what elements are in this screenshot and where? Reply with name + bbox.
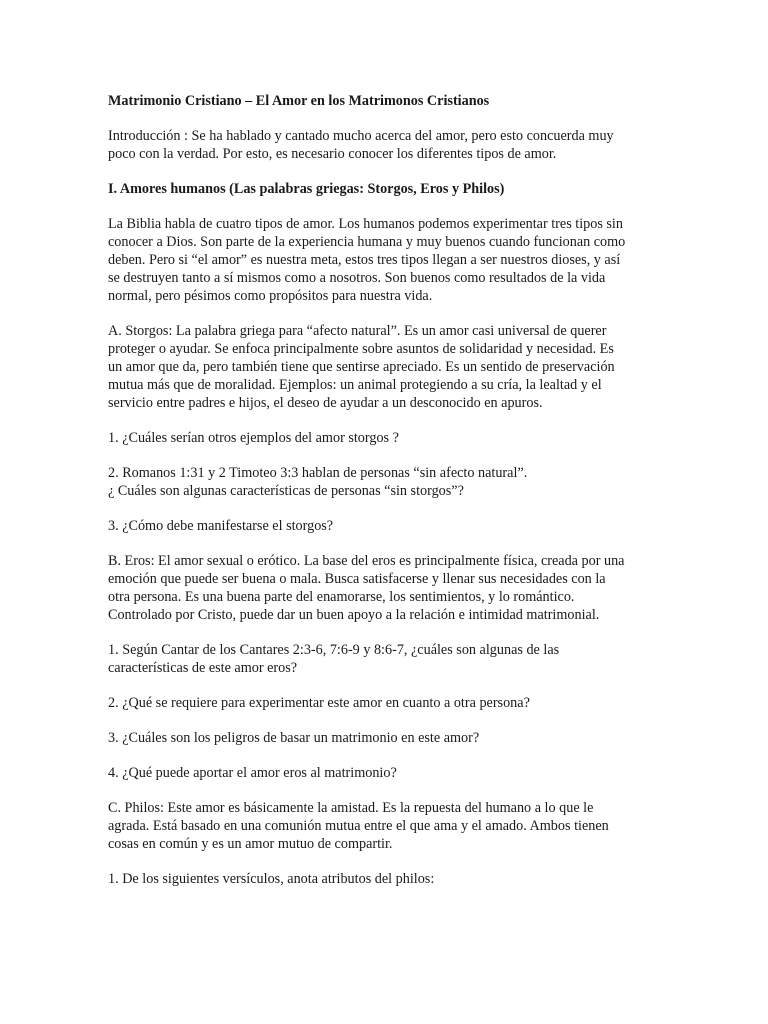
- paragraph-eros-q2: [108, 694, 668, 712]
- text-line: Controlado por Cristo, puede dar un buen apoyo a la relación e intimidad matrimonial.: [108, 607, 600, 623]
- text-line: agrada. Está basado en una comunión mutua entre el que ama y el amado. Ambos tienen: [108, 818, 609, 834]
- paragraph-eros-q4: [108, 764, 668, 782]
- paragraph-section-1-body: [108, 215, 668, 305]
- text-line: 4. ¿Qué puede aportar el amor eros al matrimonio?: [108, 765, 397, 781]
- text-line: se destruyen tanto a sí mismos como a nosotros. Son buenos como resultados de la vida: [108, 270, 606, 286]
- paragraph-eros-q1: [108, 641, 668, 677]
- text-line: poco con la verdad. Por esto, es necesario conocer los diferentes tipos de amor.: [108, 146, 557, 162]
- text-line: 1. Según Cantar de los Cantares 2:3-6, 7:6-9 y 8:6-7, ¿cuáles son algunas de las: [108, 642, 560, 658]
- text-line: 3. ¿Cómo debe manifestarse el storgos?: [108, 518, 334, 534]
- paragraph-storgos-q1: [108, 429, 668, 447]
- text-line: deben. Pero si “el amor” es nuestra meta, estos tres tipos llegan a ser nuestros dioses, y así: [108, 252, 621, 268]
- text-line: mutua más que de moralidad. Ejemplos: un animal protegiendo a su cría, la lealtad y el: [108, 377, 602, 393]
- text-line: un amor que da, pero también tiene que sentirse apreciado. Es un sentido de preservación: [108, 359, 615, 375]
- text-line: 2. ¿Qué se requiere para experimentar este amor en cuanto a otra persona?: [108, 695, 530, 711]
- paragraph-storgos-q2: [108, 464, 668, 500]
- paragraph-intro: [108, 127, 668, 163]
- document-body: [108, 127, 668, 888]
- paragraph-philos: [108, 799, 668, 853]
- text-line: proteger o ayudar. Se enfoca principalmente sobre asuntos de solidaridad y necesidad. Es: [108, 341, 614, 357]
- text-line: emoción que puede ser buena o mala. Busca satisfacerse y llenar sus necesidades con la: [108, 571, 606, 587]
- text-line: 1. De los siguientes versículos, anota atributos del philos:: [108, 871, 435, 887]
- text-line: 3. ¿Cuáles son los peligros de basar un matrimonio en este amor?: [108, 730, 480, 746]
- text-line: C. Philos: Este amor es básicamente la amistad. Es la repuesta del humano a lo que le: [108, 800, 594, 816]
- text-line: conocer a Dios. Son parte de la experiencia humana y muy buenos cuando funcionan como: [108, 234, 626, 250]
- text-line: normal, pero pésimos como propósitos para nuestra vida.: [108, 288, 433, 304]
- paragraph-eros: [108, 552, 668, 624]
- document-title: Matrimonio Cristiano – El Amor en los Matrimonos Cristianos: [108, 93, 490, 109]
- paragraph-philos-q1: [108, 870, 668, 888]
- text-line: cosas en común y es un amor mutuo de compartir.: [108, 836, 393, 852]
- paragraph-section-1-heading: [108, 180, 668, 198]
- text-line: otra persona. Es una buena parte del enamorarse, los sentimientos, y lo romántico.: [108, 589, 575, 605]
- text-line: características de este amor eros?: [108, 660, 298, 676]
- paragraph-eros-q3: [108, 729, 668, 747]
- text-line: Introducción : Se ha hablado y cantado mucho acerca del amor, pero esto concuerda muy: [108, 128, 614, 144]
- text-line: 2. Romanos 1:31 y 2 Timoteo 3:3 hablan de personas “sin afecto natural”.: [108, 465, 528, 481]
- text-line: ¿ Cuáles son algunas características de personas “sin storgos”?: [108, 483, 464, 499]
- text-line: B. Eros: El amor sexual o erótico. La base del eros es principalmente física, creada por una: [108, 553, 625, 569]
- paragraph-storgos-q3: [108, 517, 668, 535]
- paragraph-storgos: [108, 322, 668, 412]
- document-page: [108, 92, 668, 905]
- text-line: La Biblia habla de cuatro tipos de amor. Los humanos podemos experimentar tres tipos sin: [108, 216, 623, 232]
- text-line: 1. ¿Cuáles serían otros ejemplos del amor storgos ?: [108, 430, 399, 446]
- text-line: A. Storgos: La palabra griega para “afecto natural”. Es un amor casi universal de querer: [108, 323, 607, 339]
- text-line: servicio entre padres e hijos, el deseo de ayudar a un desconocido en apuros.: [108, 395, 543, 411]
- text-line: I. Amores humanos (Las palabras griegas: Storgos, Eros y Philos): [108, 181, 505, 197]
